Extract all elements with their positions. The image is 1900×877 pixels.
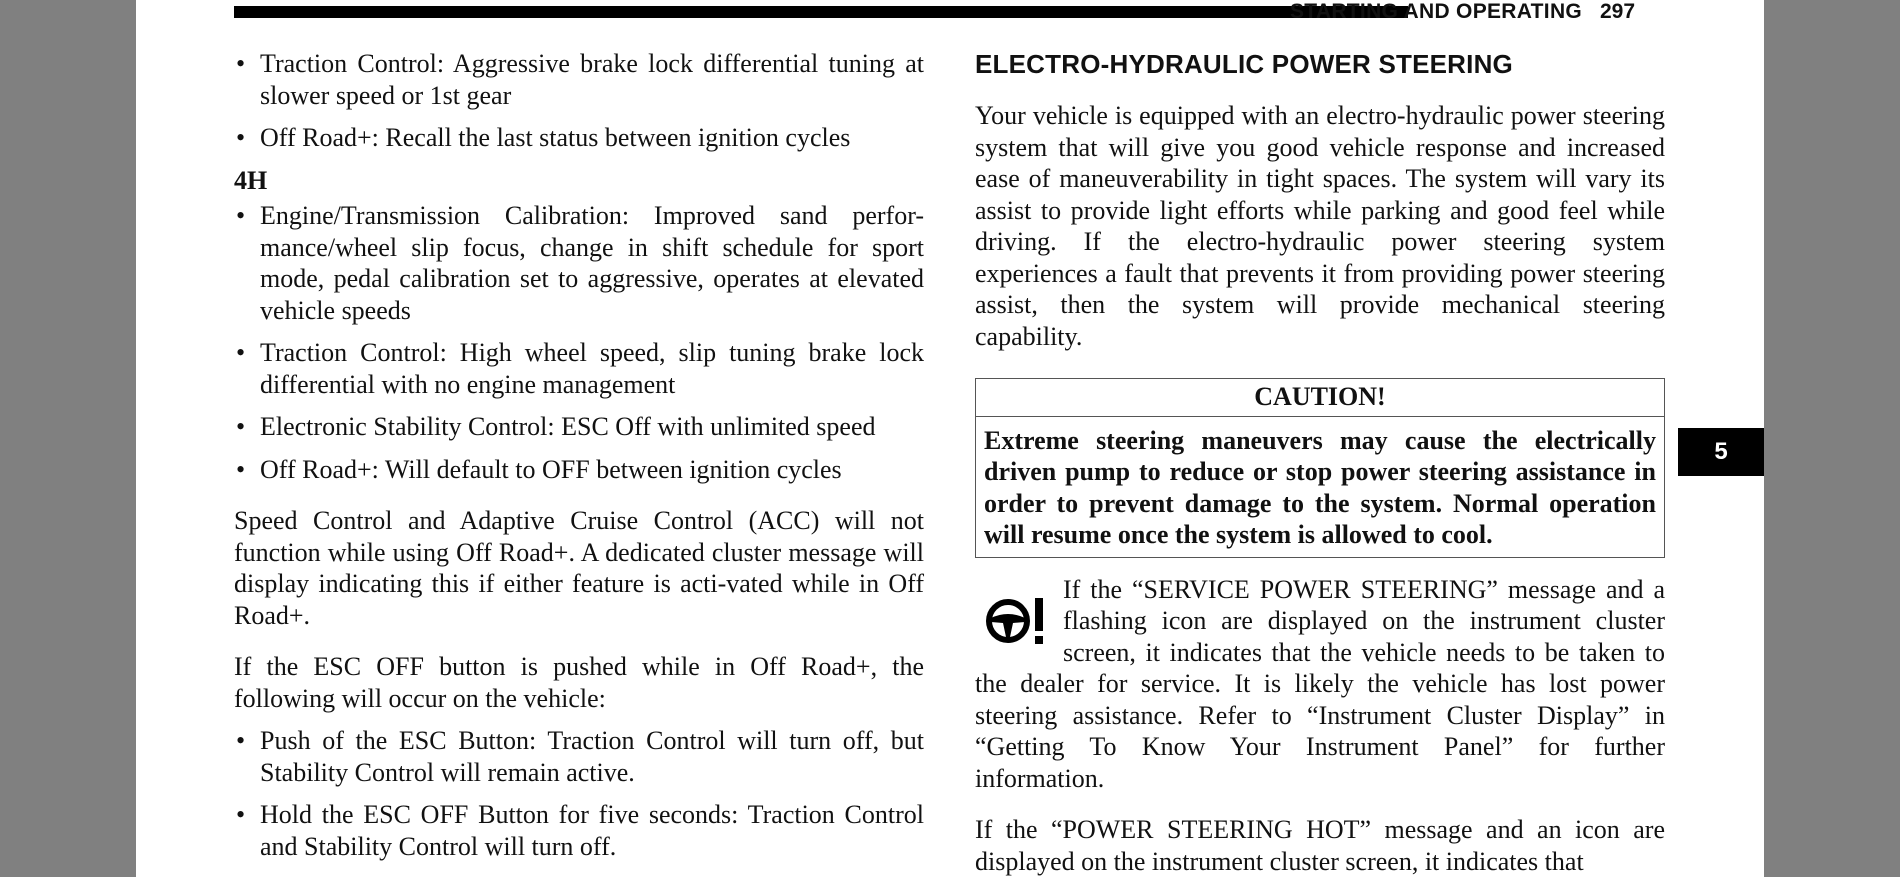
manual-page bbox=[136, 0, 1764, 877]
chapter-tab[interactable]: 5 bbox=[1678, 428, 1764, 476]
subheading-4h: 4H bbox=[234, 165, 268, 195]
steering-warning-icon bbox=[975, 574, 1057, 668]
bullet-engine-calibration: • Engine/Transmission Calibration: Improved sand perfor-mance/wheel slip focus, change in shift schedule for sport mode, pedal calibration set to aggressive, operates at elevated vehicle speeds bbox=[234, 200, 924, 326]
header-section-title: STARTING AND OPERATING bbox=[1290, 0, 1583, 23]
caution-text: Extreme steering maneuvers may cause the electrically driven pump to reduce or stop power steering assistance in order to prevent damage to the system. Normal operation will resume once the system is allowed to cool. bbox=[984, 425, 1656, 549]
paragraph-intro: Your vehicle is equipped with an electro-hydraulic power steering system that will give you good vehicle response and increased ease of maneuverability in tight spaces. The system will vary its assist to provide light efforts while parking and good feel while driving. If the electro-hydraulic power steering system experiences a fault that prevents it from providing power steering assist, then the system will provide mechanical steering capability. bbox=[975, 101, 1665, 351]
bullet-esc-off: • Electronic Stability Control: ESC Off with unlimited speed bbox=[234, 411, 924, 443]
caution-box bbox=[975, 378, 1665, 558]
bullet-push-esc: • Push of the ESC Button: Traction Control will turn off, but Stability Control will remain active. bbox=[234, 725, 924, 788]
bullet-traction-aggressive: • Traction Control: Aggressive brake lock differential tuning at slower speed or 1st gear bbox=[234, 48, 924, 111]
caution-title: CAUTION! bbox=[976, 379, 1664, 417]
bullet-hold-esc: • Hold the ESC OFF Button for five seconds: Traction Control and Stability Control will turn off. bbox=[234, 799, 924, 862]
bullet-offroad-default: • Off Road+: Will default to OFF between ignition cycles bbox=[234, 454, 924, 486]
paragraph-service-steering: If the “SERVICE POWER STEERING” message and a flashing icon are displayed on the instrument cluster screen, it indicates that the vehicle needs to be taken to the dealer for service. It is likely the vehicle has lost power steering assistance. Refer to “Instrument Cluster Display” in “Getting To Know Your Instrument Panel” for further information. bbox=[975, 574, 1665, 793]
paragraph-esc-button: If the ESC OFF button is pushed while in Off Road+, the following will occur on the vehicle: bbox=[234, 652, 924, 713]
header-rule bbox=[234, 6, 1408, 18]
bullet-traction-high-speed: • Traction Control: High wheel speed, slip tuning brake lock differential with no engine management bbox=[234, 337, 924, 400]
paragraph-cruise-control: Speed Control and Adaptive Cruise Control (ACC) will not function while using Off Road+. A dedicated cluster message will display indicating this if either feature is acti-vated while in Off Road+. bbox=[234, 506, 924, 630]
left-column bbox=[234, 48, 924, 862]
header-page-number: 297 bbox=[1600, 0, 1636, 23]
bullet-offroad-recall: • Off Road+: Recall the last status between ignition cycles bbox=[234, 122, 924, 154]
paragraph-steering-hot: If the “POWER STEERING HOT” message and an icon are displayed on the instrument cluster screen, it indicates that bbox=[975, 815, 1665, 876]
section-heading: ELECTRO-HYDRAULIC POWER STEERING bbox=[975, 49, 1513, 79]
service-block bbox=[975, 574, 1665, 795]
right-column bbox=[975, 48, 1665, 877]
